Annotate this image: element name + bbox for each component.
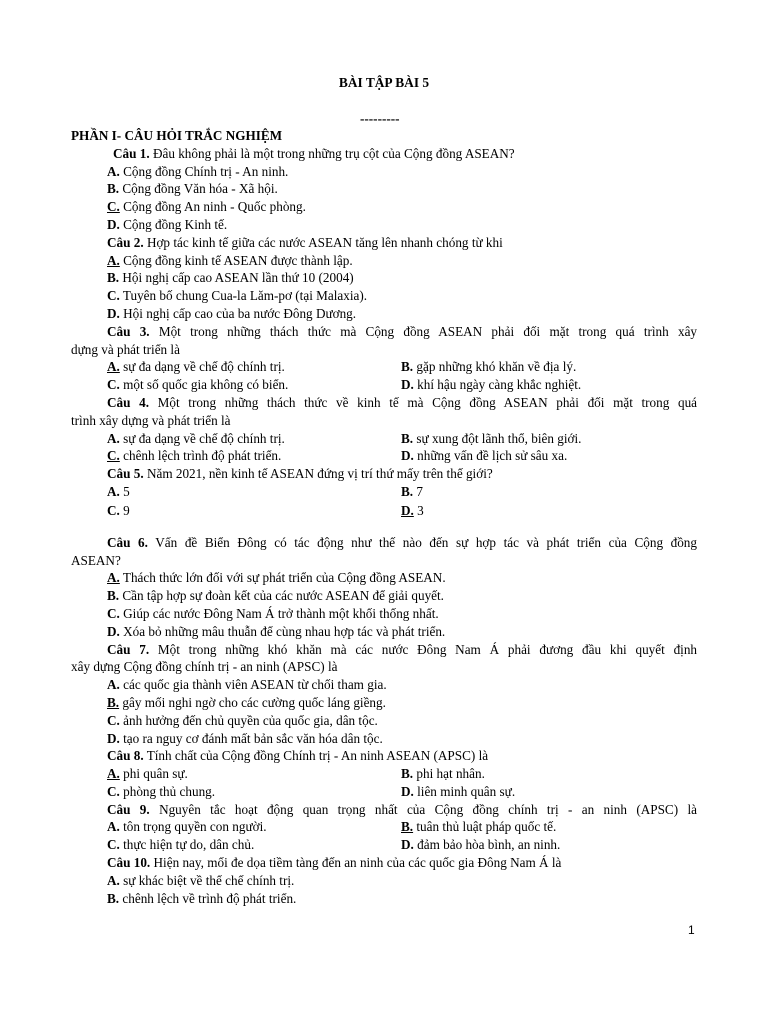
option-text: 5 [123,483,130,499]
option-text: phi quân sự. [123,766,188,782]
question-8-option-a [107,765,401,783]
option-text: Cộng đồng Văn hóa - Xã hội. [122,181,278,197]
option-letter-answer: B. [107,694,120,710]
option-text: 3 [417,502,424,518]
option-text: Hội nghị cấp cao của ba nước Đông Dương. [123,305,357,321]
question-9-option-b [401,818,695,836]
question-6-option-d [71,623,697,641]
option-text: những vấn đề lịch sử sâu xa. [417,448,568,464]
option-letter: A. [107,872,120,888]
page-title: BÀI TẬP BÀI 5 [338,75,430,90]
question-5-option-d [401,501,695,521]
question-9-options-row-1 [71,818,697,836]
option-letter: B. [401,766,414,782]
question-9-option-a [107,818,401,836]
section-heading: PHẦN I- CÂU HỎI TRẮC NGHIỆM [71,128,283,143]
question-text: Một trong những thách thức về kinh tế mà Cộng đồng ASEAN phải đối mặt trong quá [157,394,698,410]
option-letter: D. [401,783,414,799]
option-text: sự đa dạng về chế độ chính trị. [123,430,285,446]
spacer [71,521,697,534]
option-letter-answer: C. [107,448,120,464]
question-label: Câu 2. [107,234,144,250]
question-2-option-a [71,252,697,270]
question-1-option-d [71,216,697,234]
question-text: Hiện nay, mối đe dọa tiềm tàng đến an ninh của các quốc gia Đông Nam Á là [153,855,562,871]
question-label: Câu 5. [107,466,144,482]
option-letter: B. [401,359,414,375]
option-letter: A. [107,430,120,446]
option-text: sự xung đột lãnh thổ, biên giới. [416,430,582,446]
option-letter: C. [107,783,120,799]
question-label: Câu 4. [107,394,149,410]
option-letter: C. [107,502,120,518]
page-number: 1 [688,923,695,937]
option-letter-answer: A. [107,570,120,586]
option-letter: B. [401,483,414,499]
option-text: 9 [123,502,130,518]
question-4-option-a [107,430,401,448]
question-2-option-c [71,287,697,305]
option-letter-answer: C. [107,199,120,215]
option-text: Tuyên bố chung Cua-la Lăm-pơ (tại Malaxia). [122,288,368,304]
question-label: Câu 10. [107,855,151,871]
question-5-options-row-1 [71,483,697,501]
option-letter: B. [107,890,120,906]
question-8-option-b [401,765,695,783]
question-9-option-d [401,836,695,854]
question-8-options-row-2 [71,783,697,801]
option-letter: C. [107,712,120,728]
question-6-option-c [71,605,697,623]
question-8-option-c [107,783,401,801]
question-3 [71,323,697,341]
option-text: gặp những khó khăn về địa lý. [416,359,577,375]
option-letter-answer: B. [401,819,414,835]
question-5-option-c [107,501,401,521]
question-8-options-row-1 [71,765,697,783]
question-8-option-d [401,783,695,801]
option-letter: D. [107,305,120,321]
question-2-option-d [71,305,697,323]
option-text: thực hiện tự do, dân chủ. [123,837,255,853]
question-8 [71,747,697,765]
question-7-option-d [71,730,697,748]
document-body [71,127,697,907]
option-letter: B. [107,181,120,197]
option-letter: D. [107,623,120,639]
question-6 [71,534,697,552]
option-text: Giúp các nước Đông Nam Á trở thành một khối thống nhất. [123,605,439,621]
option-text: đảm bảo hòa bình, an ninh. [417,837,561,853]
question-6-continuation: ASEAN? [71,552,121,568]
question-3-options-row-1 [71,358,697,376]
question-9 [71,801,697,819]
option-letter: D. [401,377,414,393]
question-5-option-a [107,483,401,501]
option-text: Cộng đồng An ninh - Quốc phòng. [123,199,306,215]
option-letter-answer: A. [107,766,120,782]
option-letter: C. [107,288,120,304]
question-4-options-row-2 [71,447,697,465]
question-label: Câu 9. [107,801,150,817]
question-4-option-c [107,447,401,465]
option-text: liên minh quân sự. [417,783,516,799]
question-3-option-d [401,376,695,394]
option-text: các quốc gia thành viên ASEAN từ chối tham gia. [123,677,387,693]
option-text: Cộng đồng Kinh tế. [123,216,228,232]
option-text: sự khác biệt về thể chế chính trị. [123,872,295,888]
question-7-option-a [71,676,697,694]
option-letter-answer: A. [107,359,120,375]
question-4-options-row-1 [71,430,697,448]
option-text: Thách thức lớn đối với sự phát triển của Cộng đồng ASEAN. [122,570,446,586]
question-4-option-b [401,430,695,448]
question-3-option-b [401,358,695,376]
option-letter: A. [107,677,120,693]
question-9-options-row-2 [71,836,697,854]
question-4-option-d [401,447,695,465]
question-7-option-b [71,694,697,712]
question-text: Năm 2021, nền kinh tế ASEAN đứng vị trí thứ mấy trên thế giới? [146,466,493,482]
question-label: Câu 8. [107,748,144,764]
question-text: Vấn đề Biển Đông có tác động như thế nào đến sự hợp tác và phát triển của Cộng đồng [155,534,697,550]
question-5-option-b [401,483,695,501]
question-4-continuation: trình xây dựng và phát triển là [71,412,231,428]
question-3-options-row-2 [71,376,697,394]
option-text: tuân thủ luật pháp quốc tế. [416,819,557,835]
question-6-option-b [71,587,697,605]
option-letter: C. [107,837,120,853]
option-text: phòng thủ chung. [123,783,216,799]
option-letter: C. [107,605,120,621]
option-letter-answer: D. [401,502,414,518]
option-text: Hội nghị cấp cao ASEAN lần thứ 10 (2004) [122,270,354,286]
question-6-option-a [71,569,697,587]
question-label: Câu 1. [113,145,150,161]
question-text: Đâu không phải là một trong những trụ cột của Cộng đồng ASEAN? [152,145,515,161]
question-7 [71,641,697,659]
question-text: Một trong những thách thức mà Cộng đồng ASEAN phải đối mặt trong quá trình xây [158,323,698,339]
option-letter: A. [107,819,120,835]
question-9-option-c [107,836,401,854]
question-label: Câu 6. [107,534,148,550]
option-text: ảnh hưởng đến chủ quyền của quốc gia, dân tộc. [123,712,378,728]
option-letter: C. [107,377,120,393]
question-3-option-c [107,376,401,394]
option-text: Cộng đồng Chính trị - An ninh. [123,163,289,179]
option-text: 7 [416,483,423,499]
question-label: Câu 3. [107,323,150,339]
question-5 [71,465,697,483]
option-letter: A. [107,163,120,179]
question-label: Câu 7. [107,641,150,657]
question-10 [71,854,697,872]
option-text: gây mối nghi ngờ cho các cường quốc láng giềng. [122,694,386,710]
question-2 [71,234,697,252]
question-4 [71,394,697,412]
question-3-continuation: dựng và phát triển là [71,341,180,357]
option-text: Cộng đồng kinh tế ASEAN được thành lập. [123,252,353,268]
option-letter: A. [107,483,120,499]
option-text: sự đa dạng về chế độ chính trị. [123,359,285,375]
option-letter: B. [107,588,120,604]
question-text: Một trong những khó khăn mà các nước Đông Nam Á phải đương đầu khi quyết định [157,641,698,657]
question-10-option-b [71,890,697,908]
option-letter: D. [401,448,414,464]
option-letter: D. [107,216,120,232]
question-5-options-row-2 [71,501,697,521]
question-3-option-a [107,358,401,376]
question-1 [71,145,697,163]
option-text: chênh lệch về trình độ phát triển. [122,890,297,906]
option-text: chênh lệch trình độ phát triển. [123,448,282,464]
question-2-option-b [71,269,697,287]
question-text: Hợp tác kinh tế giữa các nước ASEAN tăng lên nhanh chóng từ khi [146,234,503,250]
option-letter: D. [107,730,120,746]
option-letter: D. [401,837,414,853]
option-letter-answer: A. [107,252,120,268]
question-7-option-c [71,712,697,730]
option-text: Cần tập hợp sự đoàn kết của các nước ASEAN để giải quyết. [122,588,444,604]
question-text: Nguyên tắc hoạt động quan trọng nhất của Cộng đồng chính trị - an ninh (APSC) là [159,801,697,817]
option-text: Xóa bỏ những mâu thuẫn để cùng nhau hợp tác và phát triển. [123,623,446,639]
title-separator: --------- [360,111,400,126]
option-letter: B. [401,430,414,446]
question-1-option-a [71,163,697,181]
option-letter: B. [107,270,120,286]
option-text: khí hậu ngày càng khắc nghiệt. [417,377,582,393]
option-text: tôn trọng quyền con người. [123,819,267,835]
option-text: tạo ra nguy cơ đánh mất bản sắc văn hóa dân tộc. [123,730,383,746]
question-text: Tính chất của Cộng đồng Chính trị - An ninh ASEAN (APSC) là [146,748,489,764]
option-text: phi hạt nhân. [416,766,485,782]
question-10-option-a [71,872,697,890]
question-7-continuation: xây dựng Cộng đồng chính trị - an ninh (APSC) là [71,659,338,675]
question-1-option-b [71,180,697,198]
option-text: một số quốc gia không có biển. [123,377,289,393]
question-1-option-c [71,198,697,216]
